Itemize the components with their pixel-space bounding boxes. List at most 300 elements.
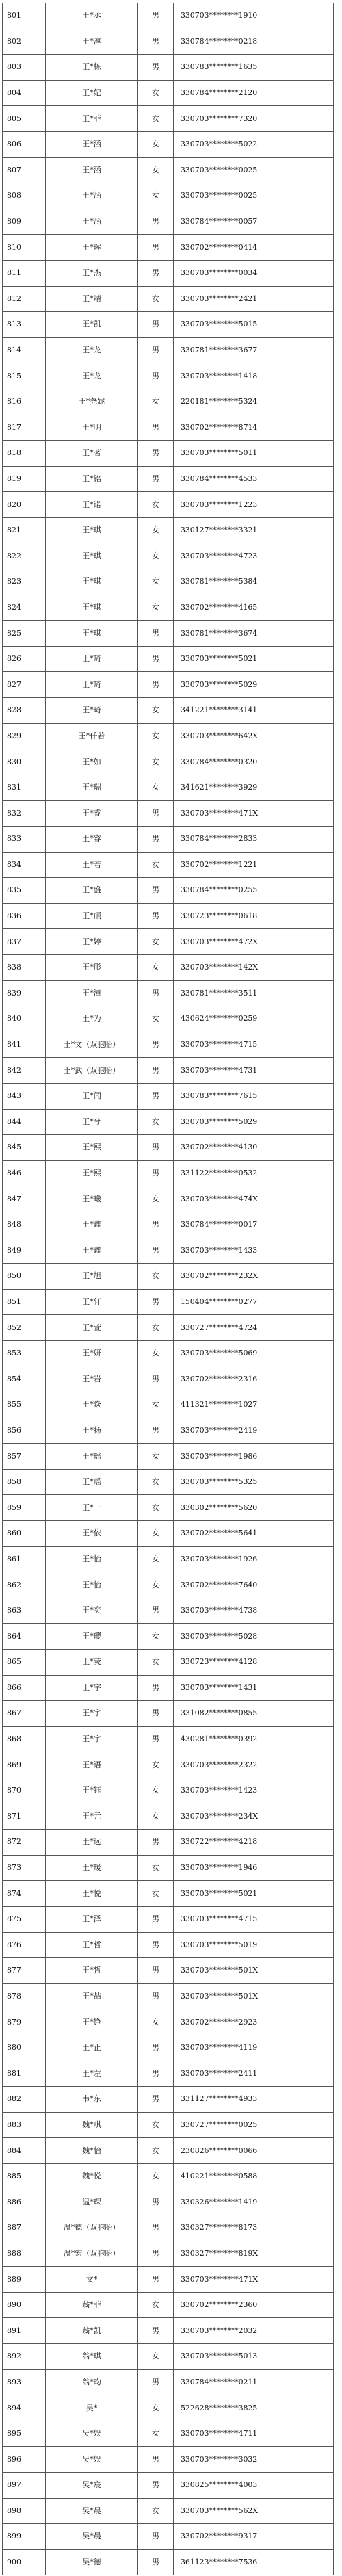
student-gender: 男	[138, 29, 174, 55]
row-number: 830	[3, 749, 46, 775]
table-row	[3, 1264, 334, 1290]
student-gender: 女	[138, 775, 174, 801]
student-gender: 男	[138, 1289, 174, 1315]
row-number: 898	[3, 2498, 46, 2524]
id-number-masked: 330703********474X	[174, 1186, 334, 1212]
table-row	[3, 1778, 334, 1804]
id-number-masked: 330703********5021	[174, 1881, 334, 1907]
table-row	[3, 1366, 334, 1392]
student-name: 王*硕	[46, 903, 138, 929]
student-name: 吴*娱	[46, 2421, 138, 2447]
student-name: 王*菲	[46, 106, 138, 132]
id-number-masked: 330723********0618	[174, 903, 334, 929]
student-name: 王*兮	[46, 1109, 138, 1135]
student-gender: 男	[138, 466, 174, 492]
student-gender: 男	[138, 1032, 174, 1058]
student-name: 王*诺	[46, 492, 138, 518]
row-number: 877	[3, 1958, 46, 1984]
id-number-masked: 330703********3032	[174, 2447, 334, 2473]
row-number: 810	[3, 235, 46, 261]
id-number-masked: 330702********4130	[174, 1135, 334, 1161]
id-number-masked: 330702********8714	[174, 415, 334, 441]
row-number: 880	[3, 2035, 46, 2061]
student-gender: 女	[138, 1546, 174, 1572]
id-number-masked: 330702********2923	[174, 2009, 334, 2035]
row-number: 836	[3, 903, 46, 929]
student-name: 王*岩	[46, 1366, 138, 1392]
student-name: 王*熙	[46, 1135, 138, 1161]
id-number-masked: 330784********2833	[174, 827, 334, 853]
row-number: 803	[3, 55, 46, 81]
id-number-masked: 330703********562X	[174, 2498, 334, 2524]
student-name: 温*宏（双胞胎）	[46, 2241, 138, 2267]
id-number-masked: 330703********2419	[174, 1418, 334, 1444]
row-number: 854	[3, 1366, 46, 1392]
row-number: 886	[3, 2189, 46, 2215]
student-gender: 男	[138, 235, 174, 261]
id-number-masked: 330703********5029	[174, 672, 334, 698]
student-gender: 男	[138, 1238, 174, 1264]
row-number: 895	[3, 2421, 46, 2447]
id-number-masked: 220181********5324	[174, 389, 334, 415]
student-name: 吴*宸	[46, 2473, 138, 2499]
id-number-masked: 330784********4533	[174, 466, 334, 492]
student-name: 魏*悦	[46, 2163, 138, 2189]
row-number: 888	[3, 2241, 46, 2267]
table-row	[3, 1289, 334, 1315]
table-row	[3, 1083, 334, 1109]
student-name: 吴*晨	[46, 2498, 138, 2524]
student-gender: 女	[138, 1315, 174, 1341]
student-name: 文*	[46, 2267, 138, 2293]
student-name: 王*荧	[46, 1650, 138, 1676]
table-row	[3, 749, 334, 775]
table-row	[3, 1109, 334, 1135]
student-gender: 女	[138, 2112, 174, 2138]
row-number: 881	[3, 2061, 46, 2087]
id-number-masked: 330327********8173	[174, 2215, 334, 2241]
student-name: 王*为	[46, 1006, 138, 1032]
row-number: 855	[3, 1392, 46, 1418]
table-row	[3, 1701, 334, 1727]
row-number: 853	[3, 1340, 46, 1366]
table-row	[3, 1135, 334, 1161]
table-row	[3, 2524, 334, 2550]
student-name: 魏*怡	[46, 2138, 138, 2164]
id-number-masked: 330327********819X	[174, 2241, 334, 2267]
row-number: 851	[3, 1289, 46, 1315]
student-gender: 男	[138, 1418, 174, 1444]
table-row	[3, 2241, 334, 2267]
student-gender: 男	[138, 1058, 174, 1084]
row-number: 833	[3, 827, 46, 853]
student-gender: 女	[138, 2163, 174, 2189]
row-number: 842	[3, 1058, 46, 1084]
student-name: 王*瑗	[46, 1855, 138, 1881]
id-number-masked: 330784********0017	[174, 1212, 334, 1238]
student-gender: 男	[138, 2035, 174, 2061]
table-row	[3, 1983, 334, 2009]
student-gender: 女	[138, 698, 174, 724]
table-row	[3, 878, 334, 904]
student-name: 王*熙	[46, 1160, 138, 1186]
student-name: 王*如	[46, 749, 138, 775]
student-gender: 女	[138, 286, 174, 312]
student-gender: 男	[138, 1598, 174, 1624]
row-number: 876	[3, 1932, 46, 1958]
student-gender: 男	[138, 801, 174, 827]
student-name: 温*德（双胞胎）	[46, 2215, 138, 2241]
student-name: 王*丞	[46, 3, 138, 29]
student-gender: 男	[138, 2241, 174, 2267]
student-gender: 女	[138, 80, 174, 106]
table-row	[3, 260, 334, 286]
id-number-masked: 330702********7640	[174, 1572, 334, 1598]
id-number-masked: 330703********1423	[174, 1778, 334, 1804]
student-name: 王*武（双胞胎）	[46, 1058, 138, 1084]
id-number-masked: 341621********3929	[174, 775, 334, 801]
row-number: 858	[3, 1469, 46, 1495]
row-number: 822	[3, 543, 46, 569]
student-name: 王*悦	[46, 1881, 138, 1907]
student-gender: 男	[138, 2524, 174, 2550]
table-row	[3, 29, 334, 55]
table-row	[3, 1392, 334, 1418]
table-row	[3, 1032, 334, 1058]
student-name: 王*鑫	[46, 1212, 138, 1238]
row-number: 840	[3, 1006, 46, 1032]
student-gender: 男	[138, 903, 174, 929]
table-row	[3, 1444, 334, 1470]
id-number-masked: 330703********2411	[174, 2061, 334, 2087]
student-gender: 女	[138, 2009, 174, 2035]
row-number: 832	[3, 801, 46, 827]
row-number: 865	[3, 1650, 46, 1676]
student-name: 王*琪	[46, 543, 138, 569]
row-number: 897	[3, 2473, 46, 2499]
table-row	[3, 1238, 334, 1264]
student-name: 王*琦	[46, 698, 138, 724]
student-name: 王*琦	[46, 646, 138, 672]
table-row	[3, 1160, 334, 1186]
student-gender: 女	[138, 1186, 174, 1212]
table-row	[3, 1495, 334, 1521]
table-row	[3, 1624, 334, 1650]
row-number: 864	[3, 1624, 46, 1650]
id-number-masked: 330703********5011	[174, 441, 334, 467]
student-name: 王*鑫	[46, 1238, 138, 1264]
id-number-masked: 330703********5019	[174, 1932, 334, 1958]
id-number-masked: 330703********2421	[174, 286, 334, 312]
id-number-masked: 330702********2360	[174, 2292, 334, 2318]
student-gender: 女	[138, 595, 174, 621]
student-gender: 女	[138, 1804, 174, 1830]
table-row	[3, 646, 334, 672]
student-gender: 男	[138, 1160, 174, 1186]
id-number-masked: 330703********1431	[174, 1675, 334, 1701]
id-number-masked: 331122********0532	[174, 1160, 334, 1186]
table-row	[3, 492, 334, 518]
table-row	[3, 954, 334, 980]
id-number-masked: 330783********7615	[174, 1083, 334, 1109]
id-number-masked: 411321********1027	[174, 1392, 334, 1418]
row-number: 831	[3, 775, 46, 801]
table-row	[3, 827, 334, 853]
student-gender: 女	[138, 543, 174, 569]
student-name: 王*铭	[46, 466, 138, 492]
row-number: 841	[3, 1032, 46, 1058]
table-row	[3, 2138, 334, 2164]
student-gender: 男	[138, 1675, 174, 1701]
id-number-masked: 330302********5620	[174, 1495, 334, 1521]
student-gender: 男	[138, 2369, 174, 2395]
row-number: 837	[3, 929, 46, 955]
row-number: 827	[3, 672, 46, 698]
row-number: 899	[3, 2524, 46, 2550]
student-name: 王*宇	[46, 1675, 138, 1701]
row-number: 824	[3, 595, 46, 621]
student-name: 王*琪	[46, 621, 138, 647]
id-number-masked: 330784********0211	[174, 2369, 334, 2395]
student-name: 王*瑞	[46, 775, 138, 801]
student-gender: 男	[138, 1701, 174, 1727]
student-name: 王*琦	[46, 672, 138, 698]
id-number-masked: 522628********3825	[174, 2395, 334, 2421]
student-gender: 女	[138, 2421, 174, 2447]
row-number: 807	[3, 157, 46, 183]
table-row	[3, 852, 334, 878]
row-number: 843	[3, 1083, 46, 1109]
student-gender: 女	[138, 492, 174, 518]
table-row	[3, 1572, 334, 1598]
student-name: 王*明	[46, 415, 138, 441]
row-number: 871	[3, 1804, 46, 1830]
student-name: 王*潼	[46, 980, 138, 1006]
student-name: 王*喆	[46, 1983, 138, 2009]
id-number-masked: 330727********4724	[174, 1315, 334, 1341]
row-number: 884	[3, 2138, 46, 2164]
student-name: 王*奕	[46, 1598, 138, 1624]
row-number: 856	[3, 1418, 46, 1444]
student-gender: 女	[138, 1006, 174, 1032]
id-number-masked: 430624********0259	[174, 1006, 334, 1032]
id-number-masked: 330703********5029	[174, 1109, 334, 1135]
table-row	[3, 698, 334, 724]
student-gender: 女	[138, 1109, 174, 1135]
table-row	[3, 2292, 334, 2318]
id-number-masked: 341221********3141	[174, 698, 334, 724]
student-name: 王*曦	[46, 1186, 138, 1212]
id-number-masked: 330703********471X	[174, 801, 334, 827]
row-number: 819	[3, 466, 46, 492]
student-gender: 女	[138, 131, 174, 157]
id-number-masked: 330784********0320	[174, 749, 334, 775]
row-number: 860	[3, 1521, 46, 1547]
row-number: 890	[3, 2292, 46, 2318]
student-name: 王*龙	[46, 363, 138, 389]
id-number-masked: 330784********0057	[174, 209, 334, 235]
row-number: 817	[3, 415, 46, 441]
student-name: 王*元	[46, 1804, 138, 1830]
id-number-masked: 330783********1635	[174, 55, 334, 81]
row-number: 829	[3, 723, 46, 749]
student-gender: 女	[138, 954, 174, 980]
student-name: 王*杰	[46, 260, 138, 286]
student-gender: 男	[138, 2267, 174, 2293]
row-number: 815	[3, 363, 46, 389]
table-row	[3, 1058, 334, 1084]
table-row	[3, 1006, 334, 1032]
student-gender: 男	[138, 1932, 174, 1958]
student-name: 王*怡	[46, 1572, 138, 1598]
row-number: 869	[3, 1752, 46, 1778]
id-number-masked: 230826********0066	[174, 2138, 334, 2164]
table-row	[3, 466, 334, 492]
student-gender: 女	[138, 569, 174, 595]
row-number: 821	[3, 517, 46, 543]
student-gender: 男	[138, 2549, 174, 2575]
row-number: 885	[3, 2163, 46, 2189]
student-name: 王*扬	[46, 1418, 138, 1444]
student-name: 王*妍	[46, 1340, 138, 1366]
student-name: 王*左	[46, 2061, 138, 2087]
student-gender: 男	[138, 2189, 174, 2215]
id-number-masked: 330702********9317	[174, 2524, 334, 2550]
id-number-masked: 330703********7320	[174, 106, 334, 132]
student-gender: 男	[138, 2215, 174, 2241]
table-row	[3, 569, 334, 595]
id-number-masked: 150404********0277	[174, 1289, 334, 1315]
id-number-masked: 330781********3677	[174, 337, 334, 363]
table-row	[3, 1855, 334, 1881]
id-number-masked: 330703********1433	[174, 1238, 334, 1264]
student-name: 王*萱	[46, 1315, 138, 1341]
student-name: 王*茗	[46, 441, 138, 467]
row-number: 870	[3, 1778, 46, 1804]
student-name: 王*靖	[46, 286, 138, 312]
table-row	[3, 1598, 334, 1624]
table-row	[3, 157, 334, 183]
student-gender: 男	[138, 2447, 174, 2473]
student-gender: 女	[138, 389, 174, 415]
student-name: 王*依	[46, 1521, 138, 1547]
student-name: 吴*德	[46, 2549, 138, 2575]
table-row	[3, 2189, 334, 2215]
student-gender: 女	[138, 1444, 174, 1470]
id-number-masked: 330703********4731	[174, 1058, 334, 1084]
row-number: 848	[3, 1212, 46, 1238]
table-row	[3, 2215, 334, 2241]
id-number-masked: 330703********142X	[174, 954, 334, 980]
id-number-masked: 330703********1910	[174, 3, 334, 29]
row-number: 867	[3, 1701, 46, 1727]
table-row	[3, 80, 334, 106]
row-number: 816	[3, 389, 46, 415]
student-name: 王*钰	[46, 1778, 138, 1804]
id-number-masked: 330702********0414	[174, 235, 334, 261]
student-gender: 女	[138, 2344, 174, 2370]
id-number-masked: 330781********5384	[174, 569, 334, 595]
id-number-masked: 330703********471X	[174, 2267, 334, 2293]
student-gender: 男	[138, 827, 174, 853]
table-row	[3, 1469, 334, 1495]
row-number: 825	[3, 621, 46, 647]
row-number: 813	[3, 312, 46, 338]
student-name: 吴*娱	[46, 2447, 138, 2473]
id-number-masked: 330703********5021	[174, 646, 334, 672]
table-row	[3, 286, 334, 312]
id-number-masked: 330703********4715	[174, 1906, 334, 1932]
row-number: 859	[3, 1495, 46, 1521]
table-row	[3, 183, 334, 209]
id-number-masked: 330703********5022	[174, 131, 334, 157]
student-gender: 女	[138, 852, 174, 878]
student-gender: 女	[138, 1340, 174, 1366]
student-name: 魏*琪	[46, 2112, 138, 2138]
student-gender: 男	[138, 209, 174, 235]
table-row	[3, 621, 334, 647]
id-number-masked: 330703********1418	[174, 363, 334, 389]
row-number: 820	[3, 492, 46, 518]
student-gender: 男	[138, 260, 174, 286]
id-number-masked: 330781********3511	[174, 980, 334, 1006]
student-name: 王*琪	[46, 569, 138, 595]
row-number: 863	[3, 1598, 46, 1624]
student-name: 王*若	[46, 852, 138, 878]
student-name: 王*瑶	[46, 1469, 138, 1495]
table-row	[3, 2112, 334, 2138]
row-number: 806	[3, 131, 46, 157]
row-number: 873	[3, 1855, 46, 1881]
student-gender: 女	[138, 183, 174, 209]
row-number: 805	[3, 106, 46, 132]
student-gender: 女	[138, 929, 174, 955]
student-gender: 男	[138, 1366, 174, 1392]
row-number: 852	[3, 1315, 46, 1341]
student-gender: 女	[138, 1469, 174, 1495]
student-name: 王*睿	[46, 801, 138, 827]
table-row	[3, 1830, 334, 1856]
student-gender: 女	[138, 2395, 174, 2421]
table-row	[3, 2447, 334, 2473]
id-number-masked: 330703********1986	[174, 1444, 334, 1470]
student-gender: 男	[138, 2087, 174, 2113]
student-gender: 男	[138, 312, 174, 338]
table-row	[3, 2549, 334, 2575]
student-name: 王*仟若	[46, 723, 138, 749]
row-number: 844	[3, 1109, 46, 1135]
table-row	[3, 1315, 334, 1341]
student-gender: 女	[138, 2292, 174, 2318]
row-number: 896	[3, 2447, 46, 2473]
row-number: 846	[3, 1160, 46, 1186]
student-name: 王*琪	[46, 595, 138, 621]
student-gender: 女	[138, 1624, 174, 1650]
student-name: 王*正	[46, 2035, 138, 2061]
table-row	[3, 2009, 334, 2035]
id-number-masked: 330127********3321	[174, 517, 334, 543]
table-row	[3, 312, 334, 338]
student-name: 王*旭	[46, 1264, 138, 1290]
row-number: 811	[3, 260, 46, 286]
student-gender: 男	[138, 1083, 174, 1109]
student-gender: 男	[138, 878, 174, 904]
table-row	[3, 2267, 334, 2293]
student-name: 王*凯	[46, 312, 138, 338]
table-row	[3, 801, 334, 827]
student-name: 王*涵	[46, 209, 138, 235]
row-number: 839	[3, 980, 46, 1006]
